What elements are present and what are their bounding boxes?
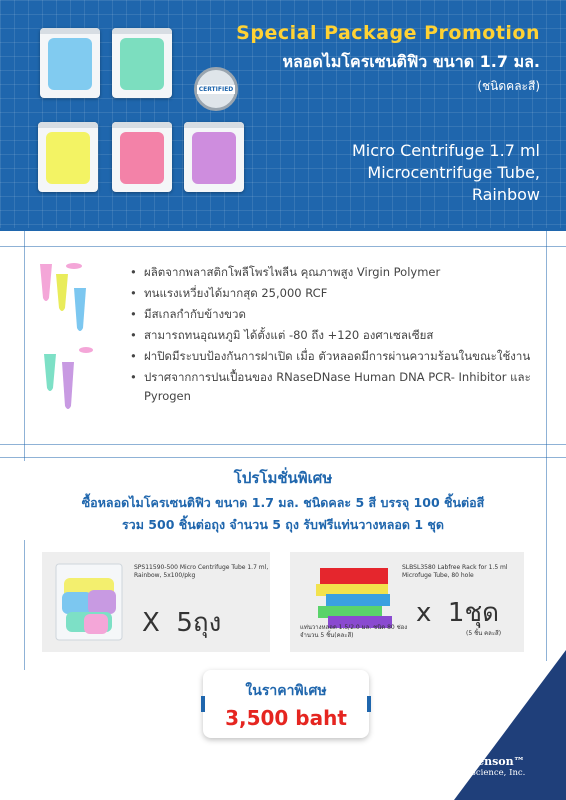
company-logo: Sorenson™ BioScience, Inc.	[456, 755, 556, 778]
offer-card-rack	[290, 552, 524, 652]
offer-note: (5 ชิ้น คละสี)	[466, 630, 502, 637]
frame-line	[0, 444, 566, 445]
thai-product-title: หลอดไมโครเซนติฟิว ขนาด 1.7 มล.	[282, 52, 540, 71]
frame-line	[24, 540, 25, 670]
rack-description: แท่นวางหลอด 1.5/2.0 มล. ชนิด 80 ช่อง จำนวน 5 ชิ้น(คละสี)	[300, 624, 408, 639]
tubes-illustration	[34, 258, 94, 418]
offer-card-tubes	[42, 552, 270, 652]
tube-green-icon	[44, 354, 56, 391]
tube-yellow-icon	[56, 274, 68, 311]
feature-item: • ปราศจากการปนเปื้อนของ RNaseDNase Human DNA PCR- Inhibitor และ Pyrogen	[128, 368, 538, 406]
feature-item: • ทนแรงเหวี่ยงได้มากสุด 25,000 RCF	[128, 284, 538, 303]
frame-line	[546, 231, 547, 661]
frame-line	[24, 231, 25, 461]
product-bag-purple	[184, 122, 244, 192]
feature-list	[128, 263, 538, 408]
tube-blue-icon	[74, 288, 86, 331]
english-product-title: Micro Centrifuge 1.7 ml Microcentrifuge Tube, Rainbow	[351, 141, 540, 204]
tube-pink-icon	[40, 264, 52, 301]
special-price-box	[203, 670, 369, 738]
product-bag-pink	[112, 122, 172, 192]
tube-purple-icon	[62, 362, 74, 409]
product-bag-blue	[40, 28, 100, 98]
promotion-heading: โปรโมชั่นพิเศษ	[233, 469, 333, 487]
feature-item: • ฝาปิดมีระบบป้องกันการฝาเปิด เมื่อ ตัวหลอดมีการผ่านความร้อนในขณะใช้งาน	[128, 347, 538, 366]
offer-caption: SLBSL3580 Labfree Rack for 1.5 ml Microfuge Tube, 80 hole	[402, 564, 508, 579]
promo-title: Special Package Promotion	[236, 22, 540, 44]
feature-item: • สามารถทนอุณหภูมิ ได้ตั้งแต่ -80 ถึง +120 องศาเซลเซียส	[128, 326, 538, 345]
feature-item: • ผลิตจากพลาสติกโพลีโพรไพลีน คุณภาพสูง Virgin Polymer	[128, 263, 538, 282]
promotion-description: ซื้อหลอดไมโครเซนติฟิว ขนาด 1.7 มล. ชนิดคละ 5 สี บรรจุ 100 ชิ้นต่อสี รวม 500 ชิ้นต่อถุง จำนวน 5 ถุง รับฟรีแท่นวางหลอด 1 ชุด	[81, 495, 485, 532]
offer-quantity: x 1ชุด	[416, 598, 499, 628]
offer-quantity: X 5ถุง	[142, 608, 222, 638]
price-label: ในราคาพิเศษ	[245, 683, 327, 699]
feature-item: • มีสเกลกำกับข้างขวด	[128, 305, 538, 324]
frame-line	[0, 246, 566, 247]
header-divider	[0, 228, 566, 231]
price-value: 3,500 baht	[225, 706, 347, 730]
sorenson-logo-icon	[432, 757, 452, 777]
header-banner	[0, 0, 566, 228]
offer-caption: SPS11590-500 Micro Centrifuge Tube 1.7 ml, Rainbow, 5x100/pkg	[134, 564, 269, 579]
product-bag-yellow	[38, 122, 98, 192]
frame-line	[0, 457, 566, 458]
product-bag-green	[112, 28, 172, 98]
thai-product-subtitle: (ชนิดคละสี)	[477, 79, 540, 93]
certified-seal-icon: CERTIFIED	[194, 67, 238, 111]
rainbow-bag-icon	[54, 562, 124, 642]
